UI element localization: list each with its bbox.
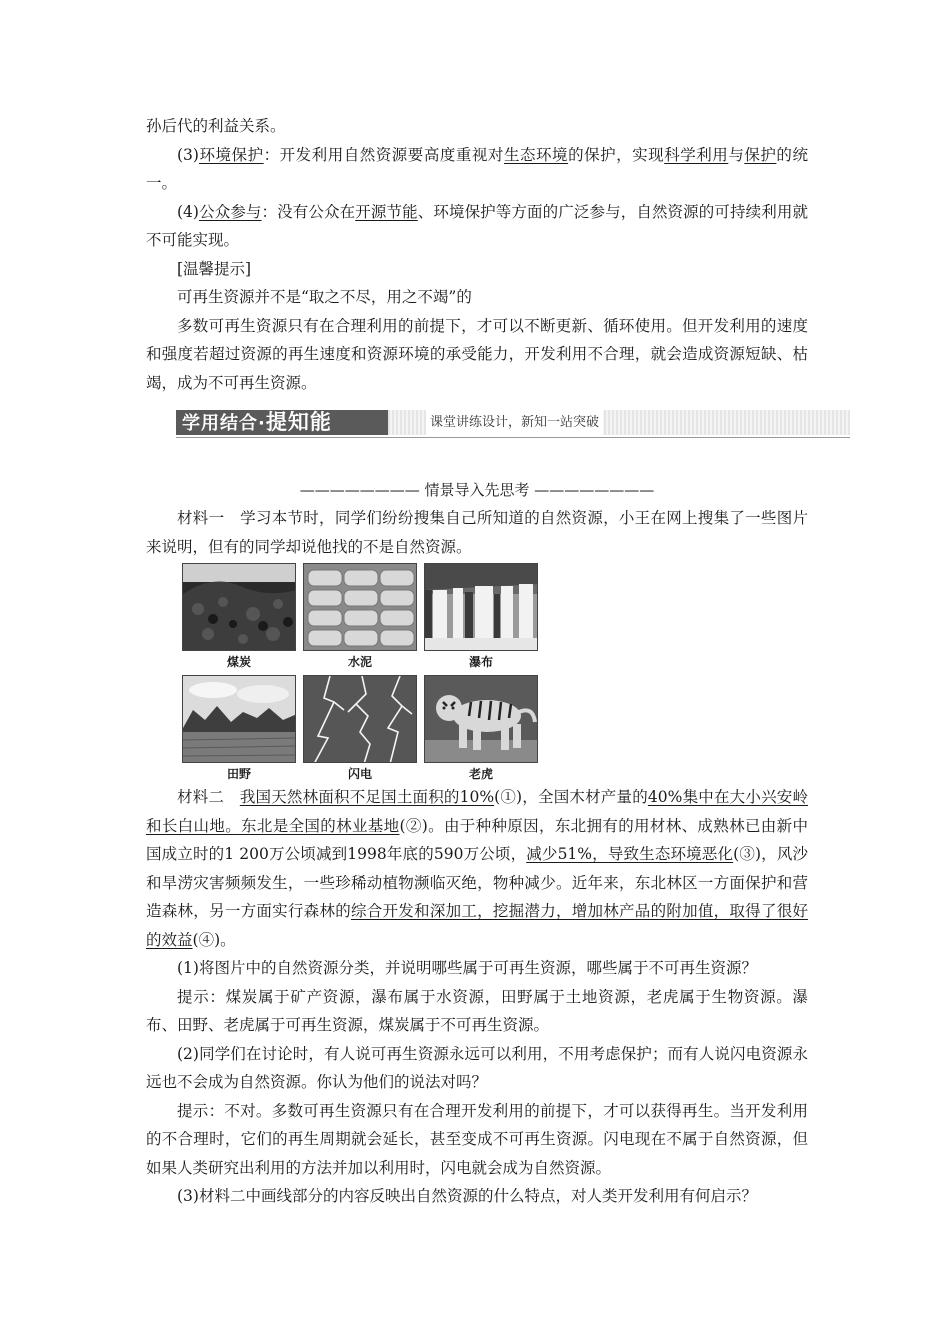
photo-caption-cement: 水泥 [347, 655, 372, 669]
section-banner [176, 408, 850, 438]
text-run: ：没有公众在 [261, 202, 356, 221]
material-two-text [146, 783, 808, 954]
field-photo [182, 675, 296, 763]
lightning-photo [303, 675, 417, 763]
photo-caption-coal: 煤炭 [226, 655, 251, 669]
tip-title: 可再生资源并不是“取之不尽，用之不竭”的 [177, 288, 472, 306]
answer-2: 提示：不对。多数可再生资源只有在合理开发利用的前提下，才可以获得再生。当开发利用的不合理时，它们的再生周期就会延长，甚至变成不可再生资源。闪电现在不属于自然资源，但如果人类研究出利用的方法并加以利用时，闪电就会成为自然资源。 [146, 1101, 808, 1177]
text-run: (②)。由于种种原因，东北拥有的用材林、成熟林已由新中国成立时的1 200万公顷减到1998年底的590万公顷， [146, 816, 808, 863]
term-public-participation: 公众参与 [198, 202, 262, 221]
material-two-and-questions [146, 783, 808, 1211]
question-1: (1)将图片中的自然资源分类，并说明哪些属于可再生资源，哪些属于不可再生资源？ [177, 959, 757, 977]
banner-subtitle: 课堂讲练设计，新知一站突破 [426, 410, 603, 435]
text-run: 、环境保护等方面的广泛参与，自然资源的可持续利用就不可能实现。 [146, 202, 808, 249]
banner-divider [176, 437, 850, 438]
photo-caption-lightning: 闪电 [347, 767, 372, 781]
term-protection: 保护 [744, 145, 777, 164]
photo-caption-field: 田野 [226, 767, 251, 781]
item-number: (3) [177, 145, 199, 164]
underlined-fact-2: 40%集中在大小兴安岭和长白山地。东北是全国的林业基地 [146, 788, 808, 835]
item-number: (4) [177, 202, 199, 221]
lightning-icon [304, 676, 417, 763]
term-scientific-use: 科学利用 [664, 145, 729, 164]
banner-title-emphasis: 提知能 [265, 410, 332, 434]
material-one-text: 材料一 学习本节时，同学们纷纷搜集自己所知道的自然资源，小王在网上搜集了一些图片来说明，但有的同学却说他找的不是自然资源。 [146, 509, 808, 556]
paragraph-environment-protection [146, 141, 808, 198]
coal-photo [182, 563, 296, 651]
material-one [146, 504, 808, 561]
underlined-fact-1: 我国天然林面积不足国土面积的10% [239, 788, 495, 806]
text-run: (①)，全国木材产量的 [494, 788, 648, 806]
text-run: (③)，风沙和旱涝灾害频频发生，一些珍稀动植物濒临灭绝，物种减少。近年来，东北林区一方面保护和营造森林，另一方面实行森林的 [146, 845, 808, 920]
tip-body: 多数可再生资源只有在合理利用的前提下，才可以不断更新、循环使用。但开发利用的速度和强度若超过资源的再生速度和资源环境的承受能力，开发利用不合理，就会造成资源短缺、枯竭，成为不可再生资源。 [146, 316, 808, 392]
text-run: 与 [728, 145, 745, 164]
photo-caption-tiger: 老虎 [468, 767, 493, 781]
paragraph-continuation: 孙后代的利益关系。 [146, 117, 286, 135]
resource-photo-gallery [180, 563, 540, 785]
material-two-label: 材料二 [177, 788, 240, 806]
text-run: ：开发利用自然资源要高度重视对 [263, 145, 504, 164]
banner-title-part: 学用结合· [182, 413, 266, 434]
scenario-heading: ———————— 情景导入先思考 ———————— [299, 481, 655, 499]
photo-caption-waterfall: 瀑布 [468, 655, 493, 669]
tiger-photo [424, 675, 538, 763]
banner-title [176, 410, 388, 435]
tiger-icon [425, 676, 538, 763]
paragraph-public-participation [146, 198, 808, 255]
underlined-fact-4: 综合开发和深加工，挖掘潜力，增加林产品的附加值，取得了很好的效益 [146, 902, 808, 949]
text-run: (④)。 [192, 930, 236, 949]
field-icon [183, 676, 296, 763]
text-run: 的保护，实现 [568, 145, 665, 164]
cement-bags-icon [304, 564, 417, 651]
term-environment-protection: 环境保护 [198, 145, 264, 164]
term-ecological-environment: 生态环境 [503, 145, 569, 164]
waterfall-photo [424, 563, 538, 651]
term-energy-saving: 开源节能 [355, 202, 418, 221]
underlined-fact-3: 减少51%，导致生态环境恶化 [526, 845, 734, 863]
answer-1: 提示：煤炭属于矿产资源，瀑布属于水资源，田野属于土地资源，老虎属于生物资源。瀑布、田野、老虎属于可再生资源，煤炭属于不可再生资源。 [146, 987, 808, 1034]
text-run: 的统一。 [146, 145, 808, 192]
cement-photo [303, 563, 417, 651]
top-text-block [146, 112, 808, 397]
waterfall-icon [425, 564, 538, 651]
question-3: (3)材料二中画线部分的内容反映出自然资源的什么特点，对人类开发利用有何启示？ [177, 1187, 757, 1205]
coal-icon [183, 564, 296, 651]
question-2: (2)同学们在讨论时，有人说可再生资源永远可以利用，不用考虑保护；而有人说闪电资源永远也不会成为自然资源。你认为他们的说法对吗？ [146, 1044, 808, 1091]
tip-label: [温馨提示] [177, 259, 252, 278]
